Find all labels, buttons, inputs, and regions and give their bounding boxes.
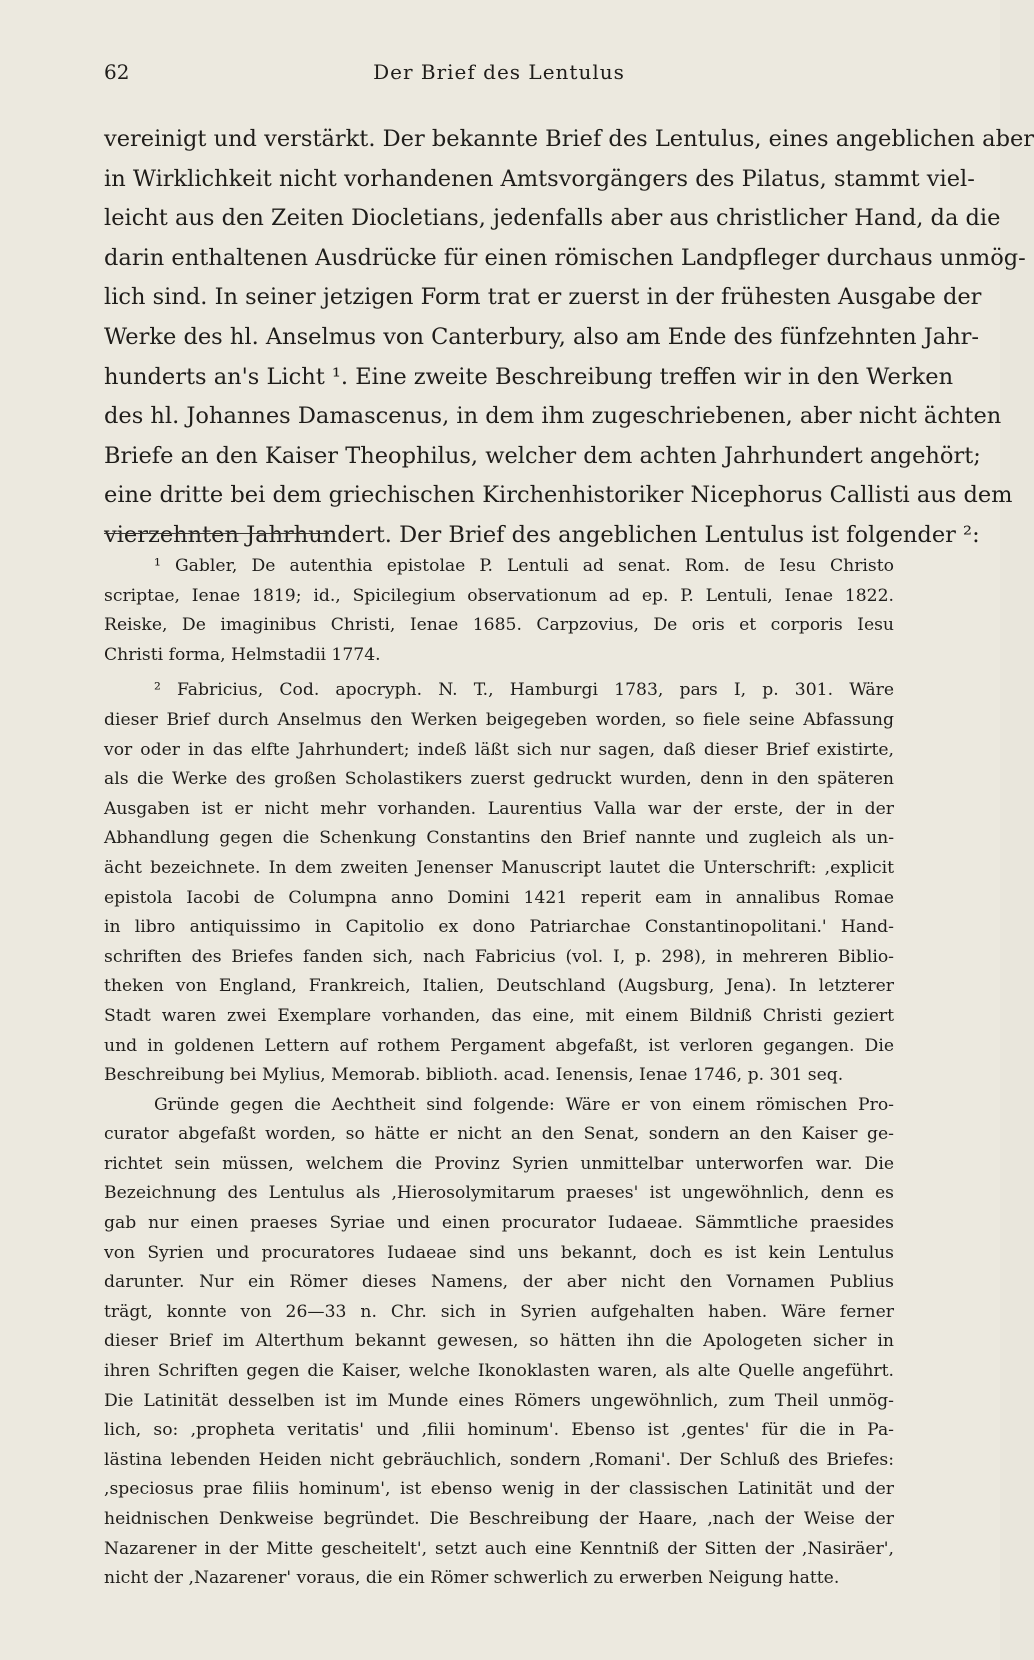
page-header <box>104 60 894 90</box>
footnote-line: Abhandlung gegen die Schenkung Constantins den Brief nannte und zugleich als un- <box>104 828 894 849</box>
footnote-line: dieser Brief durch Anselmus den Werken beigegeben worden, so fiele seine Abfassung <box>104 709 894 730</box>
footnote-line: als die Werke des großen Scholastikers zuerst gedruckt wurden, denn in den späteren <box>104 769 894 790</box>
text-line: vierzehnten Jahrhundert. Der Brief des angeblichen Lentulus ist folgender ²: <box>104 521 980 548</box>
footnote-line: theken von England, Frankreich, Italien, Deutschland (Augsburg, Jena). In letzterer <box>104 976 894 997</box>
footnote-line: nicht der ,Nazarener' voraus, die ein Römer schwerlich zu erwerben Neigung hatte. <box>104 1568 840 1589</box>
footnote-line: gab nur einen praeses Syriae und einen procurator Iudaeae. Sämmtliche praesides <box>104 1213 894 1234</box>
footnote-line: Bezeichnung des Lentulus als ,Hierosolymitarum praeses' ist ungewöhnlich, denn es <box>104 1183 894 1204</box>
footnote-line: Stadt waren zwei Exemplare vorhanden, das eine, mit einem Bildniß Christi geziert <box>104 1005 894 1026</box>
footnote-line: vor oder in das elfte Jahrhundert; indeß läßt sich nur sagen, daß dieser Brief existirte, <box>104 739 894 760</box>
footnote-line: darunter. Nur ein Römer dieses Namens, der aber nicht den Vornamen Publius <box>104 1272 894 1293</box>
page-number: 62 <box>104 60 130 84</box>
footnote-line: scriptae, Ienae 1819; id., Spicilegium observationum ad ep. P. Lentuli, Ienae 1822. <box>104 585 894 606</box>
footnote-line: richtet sein müssen, welchem die Provinz Syrien unmittelbar unterworfen war. Die <box>104 1153 894 1174</box>
footnote-line: von Syrien und procuratores Iudaeae sind uns bekannt, doch es ist kein Lentulus <box>104 1242 894 1263</box>
text-line: darin enthaltenen Ausdrücke für einen römischen Landpfleger durchaus unmög- <box>104 244 1026 271</box>
text-line: leicht aus den Zeiten Diocletians, jedenfalls aber aus christlicher Hand, da die <box>104 205 1001 232</box>
footnote-line: lich, so: ,propheta veritatis' und ,filii hominum'. Ebenso ist ,gentes' für die in Pa- <box>104 1420 894 1441</box>
footnote-line: trägt, konnte von 26—33 n. Chr. sich in Syrien aufgehalten haben. Wäre ferner <box>104 1301 894 1322</box>
footnote-line: ächt bezeichnete. In dem zweiten Jenenser Manuscript lautet die Unterschrift: ,explicit <box>104 857 894 878</box>
text-line: des hl. Johannes Damascenus, in dem ihm zugeschriebenen, aber nicht ächten <box>104 403 1002 430</box>
text-line: vereinigt und verstärkt. Der bekannte Brief des Lentulus, eines angeblichen aber <box>104 126 1034 152</box>
footnote-line: heidnischen Denkweise begründet. Die Beschreibung der Haare, ,nach der Weise der <box>104 1509 894 1529</box>
footnote-line: Beschreibung bei Mylius, Memorab. biblioth. acad. Ienensis, Ienae 1746, p. 301 seq. <box>104 1065 844 1086</box>
footnote-line: Ausgaben ist er nicht mehr vorhanden. Laurentius Valla war der erste, der in der <box>104 798 894 819</box>
footnote-line: ¹ Gabler, De autenthia epistolae P. Lentuli ad senat. Rom. de Iesu Christo <box>154 556 894 576</box>
footnote-line: ² Fabricius, Cod. apocryph. N. T., Hamburgi 1783, pars I, p. 301. Wäre <box>154 680 894 701</box>
footnote-line: ,speciosus prae filiis hominum', ist ebenso wenig in der classischen Latinität und der <box>104 1479 894 1500</box>
text-line: Werke des hl. Anselmus von Canterbury, also am Ende des fünfzehnten Jahr- <box>104 323 980 350</box>
footnote-line: Gründe gegen die Aechtheit sind folgende: Wäre er von einem römischen Pro- <box>154 1094 894 1115</box>
footnote-line: epistola Iacobi de Columpna anno Domini 1421 reperit eam in annalibus Romae <box>104 887 894 908</box>
text-line: lich sind. In seiner jetzigen Form trat er zuerst in der frühesten Ausgabe der <box>104 284 982 311</box>
text-line: in Wirklichkeit nicht vorhandenen Amtsvorgängers des Pilatus, stammt viel- <box>104 165 975 192</box>
footnote-line: schriften des Briefes fanden sich, nach Fabricius (vol. I, p. 298), in mehreren Biblio- <box>104 946 894 967</box>
footnote-line: Nazarener in der Mitte gescheitelt', setzt auch eine Kenntniß der Sitten der ,Nasiräer', <box>104 1538 894 1559</box>
footnotes <box>104 552 894 1594</box>
running-head: Der Brief des Lentulus <box>373 60 625 84</box>
main-text <box>104 120 1034 556</box>
text-line: eine dritte bei dem griechischen Kirchenhistoriker Nicephorus Callisti aus dem <box>104 482 1013 509</box>
footnote-line: Die Latinität desselben ist im Munde eines Römers ungewöhnlich, zum Theil unmög- <box>104 1390 894 1411</box>
footnote-line: Christi forma, Helmstadii 1774. <box>104 644 381 665</box>
footnote-line: Reiske, De imaginibus Christi, Ienae 1685. Carpzovius, De oris et corporis Iesu <box>104 615 894 636</box>
footnote-rule <box>104 533 329 534</box>
footnote-line: und in goldenen Lettern auf rothem Pergament abgefaßt, ist verloren gegangen. Die <box>104 1035 894 1056</box>
footnote-line: in libro antiquissimo in Capitolio ex dono Patriarchae Constantinopolitani.' Hand- <box>104 917 894 938</box>
footnote-line: curator abgefaßt worden, so hätte er nicht an den Senat, sondern an den Kaiser ge- <box>104 1124 894 1145</box>
text-line: hunderts an's Licht ¹. Eine zweite Beschreibung treffen wir in den Werken <box>104 363 954 390</box>
footnote-line: dieser Brief im Alterthum bekannt gewesen, so hätten ihn die Apologeten sicher in <box>104 1331 894 1352</box>
footnote-line: ihren Schriften gegen die Kaiser, welche Ikonoklasten waren, als alte Quelle angeführt. <box>104 1361 894 1382</box>
footnote-line: lästina lebenden Heiden nicht gebräuchlich, sondern ,Romani'. Der Schluß des Briefes: <box>104 1449 894 1470</box>
text-line: Briefe an den Kaiser Theophilus, welcher dem achten Jahrhundert angehört; <box>104 442 981 469</box>
